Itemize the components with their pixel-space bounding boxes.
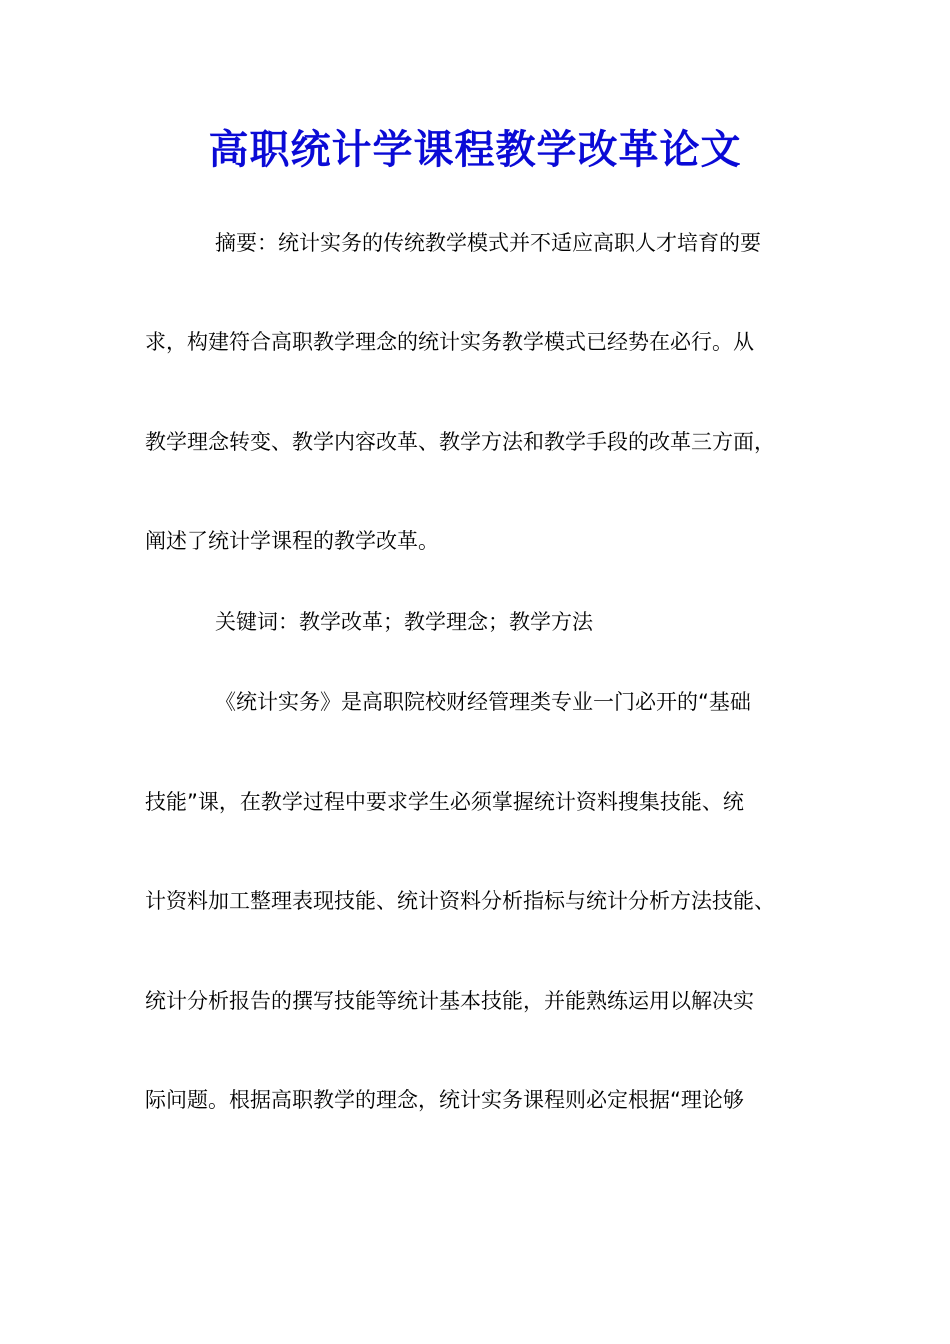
abstract-line-1: 摘要：统计实务的传统教学模式并不适应高职人才培育的要: [215, 231, 761, 255]
body-line-3: 计资料加工整理表现技能、统计资料分析指标与统计分析方法技能、: [145, 889, 775, 913]
body-line-5: 际问题。根据高职教学的理念，统计实务课程则必定根据“理论够: [145, 1088, 744, 1112]
body-line-4: 统计分析报告的撰写技能等统计基本技能，并能熟练运用以解决实: [145, 989, 754, 1013]
keywords-line: 关键词：教学改革；教学理念；教学方法: [215, 610, 593, 634]
body-line-2: 技能”课，在教学过程中要求学生必须掌握统计资料搜集技能、统: [145, 790, 744, 814]
body-line-1: 《统计实务》是高职院校财经管理类专业一门必开的“基础: [215, 690, 751, 714]
abstract-line-4: 阐述了统计学课程的教学改革。: [145, 529, 439, 553]
abstract-line-2: 求，构建符合高职教学理念的统计实务教学模式已经势在必行。从: [145, 330, 754, 354]
document-title: 高职统计学课程教学改革论文: [208, 126, 742, 173]
abstract-line-3: 教学理念转变、教学内容改革、教学方法和教学手段的改革三方面，: [145, 430, 775, 454]
